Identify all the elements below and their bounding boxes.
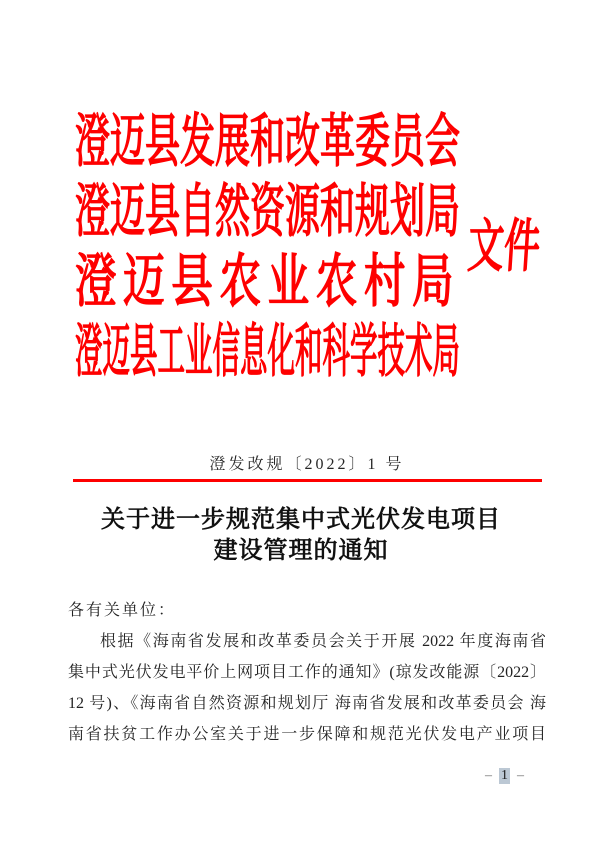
agency-name-industry-science-tech: 澄迈县工业信息化和科学技术局 xyxy=(75,319,461,384)
letterhead-document-word: 文件 xyxy=(465,214,543,279)
document-title-line1: 关于进一步规范集中式光伏发电项目 xyxy=(101,507,501,533)
letterhead-agency-list xyxy=(75,107,460,387)
letterhead xyxy=(75,107,543,387)
page-number-value: 1 xyxy=(501,768,508,783)
agency-line xyxy=(75,317,460,387)
agency-line xyxy=(75,177,460,247)
agency-name-natural-resources: 澄迈县自然资源和规划局 xyxy=(75,179,461,244)
page-number xyxy=(485,768,524,784)
page-number-prefix-dash: – xyxy=(485,768,492,783)
body-line: 南省扶贫工作办公室关于进一步保障和规范光伏发电产业项目 xyxy=(68,726,546,743)
document-title xyxy=(60,505,542,567)
body-line: 根据《海南省发展和改革委员会关于开展 2022 年度海南省 xyxy=(100,633,546,650)
document-body xyxy=(68,595,546,750)
red-divider-rule xyxy=(73,479,542,482)
reference-number: 澄发改规〔2022〕1 号 xyxy=(209,456,405,473)
agency-name-agriculture-rural: 澄迈县农业农村局 xyxy=(75,249,461,314)
document-title-line2: 建设管理的通知 xyxy=(213,538,389,564)
agency-name-development-reform: 澄迈县发展和改革委员会 xyxy=(75,109,461,174)
salutation: 各有关单位： xyxy=(68,602,177,619)
agency-line xyxy=(75,107,460,177)
body-line: 12 号)、《海南省自然资源和规划厅 海南省发展和改革委员会 海 xyxy=(68,695,546,712)
body-line: 集中式光伏发电平价上网项目工作的通知》(琼发改能源〔2022〕 xyxy=(68,664,546,681)
page-number-suffix-dash: – xyxy=(517,768,524,783)
agency-line xyxy=(75,247,460,317)
